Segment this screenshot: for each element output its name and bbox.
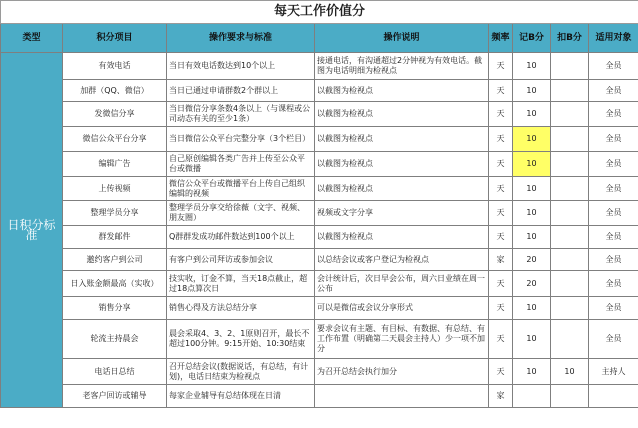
minus-score-cell — [551, 127, 589, 152]
minus-score-cell — [551, 226, 589, 249]
target-cell: 全员 — [589, 297, 638, 320]
item-cell: 有效电话 — [63, 53, 167, 80]
requirement-cell: 召开总结会议(数据说话，有总结，有计划)，电话日结束为检视点 — [167, 359, 315, 385]
add-score-cell: 10 — [513, 102, 551, 127]
minus-score-cell: 10 — [551, 359, 589, 385]
note-cell: 以截图为检视点 — [315, 152, 489, 177]
frequency-cell: 天 — [489, 226, 513, 249]
minus-score-cell — [551, 271, 589, 297]
item-cell: 群发邮件 — [63, 226, 167, 249]
table-row — [1, 102, 638, 127]
requirement-cell: 微信公众平台或微播平台上传自己组织编辑的视频 — [167, 177, 315, 201]
table-row — [1, 226, 638, 249]
item-cell: 编辑广告 — [63, 152, 167, 177]
target-cell: 全员 — [589, 80, 638, 102]
requirement-cell: 当日有效电话数达到10个以上 — [167, 53, 315, 80]
note-cell: 以截图为检视点 — [315, 80, 489, 102]
target-cell — [589, 385, 638, 408]
table-row — [1, 53, 638, 80]
target-cell: 主持人 — [589, 359, 638, 385]
minus-score-cell — [551, 177, 589, 201]
requirement-cell: 自己原创编辑各类广告并上传至公众平台或微播 — [167, 152, 315, 177]
target-cell: 全员 — [589, 201, 638, 226]
header-note: 操作说明 — [315, 24, 489, 53]
page-title: 每天工作价值分 — [1, 1, 638, 24]
add-score-cell — [513, 385, 551, 408]
minus-score-cell — [551, 53, 589, 80]
minus-score-cell — [551, 201, 589, 226]
add-score-cell: 10 — [513, 359, 551, 385]
frequency-cell: 天 — [489, 297, 513, 320]
add-score-cell: 10 — [513, 177, 551, 201]
note-cell: 要求会议有主题、有目标、有数据、有总结、有工作布置（明确第二天晨会主持人）少一项不加分 — [315, 320, 489, 359]
add-score-cell: 10 — [513, 127, 551, 152]
requirement-cell: 技实收，订金不算，当天18点截止，超过18点算次日 — [167, 271, 315, 297]
header-add-score: 记B分 — [513, 24, 551, 53]
header-item: 积分项目 — [63, 24, 167, 53]
note-cell: 视频或文字分享 — [315, 201, 489, 226]
minus-score-cell — [551, 152, 589, 177]
target-cell: 全员 — [589, 271, 638, 297]
note-cell: 以截图为检视点 — [315, 177, 489, 201]
item-cell: 轮流主持晨会 — [63, 320, 167, 359]
table-row — [1, 127, 638, 152]
note-cell: 以截图为检视点 — [315, 102, 489, 127]
requirement-cell: 每家企业辅导有总结体现在日清 — [167, 385, 315, 408]
target-cell: 全员 — [589, 127, 638, 152]
frequency-cell: 家 — [489, 385, 513, 408]
note-cell: 以总结会议或客户登记为检视点 — [315, 249, 489, 271]
item-cell: 老客户回访或辅导 — [63, 385, 167, 408]
frequency-cell: 天 — [489, 152, 513, 177]
header-frequency: 频率 — [489, 24, 513, 53]
frequency-cell: 天 — [489, 271, 513, 297]
header-row — [1, 24, 638, 53]
note-cell: 接通电话，有沟通超过2分钟视为有效电话。截图为电话明细为检视点 — [315, 53, 489, 80]
minus-score-cell — [551, 249, 589, 271]
table-row — [1, 385, 638, 408]
item-cell: 整理学员分享 — [63, 201, 167, 226]
minus-score-cell — [551, 297, 589, 320]
requirement-cell: 晨会采取4、3、2、1原则召开，最长不超过100分钟。9:15开始、10:30结束 — [167, 320, 315, 359]
requirement-cell: 当日已通过申请群数2个群以上 — [167, 80, 315, 102]
frequency-cell: 天 — [489, 53, 513, 80]
frequency-cell: 天 — [489, 359, 513, 385]
frequency-cell: 天 — [489, 201, 513, 226]
category-cell: 日积分标准 — [1, 53, 63, 408]
frequency-cell: 天 — [489, 102, 513, 127]
frequency-cell: 天 — [489, 177, 513, 201]
table-row — [1, 297, 638, 320]
header-type: 类型 — [1, 24, 63, 53]
note-cell: 可以是微信或会议分享形式 — [315, 297, 489, 320]
frequency-cell: 天 — [489, 80, 513, 102]
frequency-cell: 天 — [489, 320, 513, 359]
requirement-cell: 有客户到公司拜访或参加会议 — [167, 249, 315, 271]
item-cell: 上传视频 — [63, 177, 167, 201]
table-row — [1, 320, 638, 359]
table-row — [1, 271, 638, 297]
requirement-cell: 整理学员分享交给徐薇（文字、视频、朋友圈） — [167, 201, 315, 226]
minus-score-cell — [551, 320, 589, 359]
target-cell: 全员 — [589, 249, 638, 271]
target-cell: 全员 — [589, 177, 638, 201]
header-minus-score: 扣B分 — [551, 24, 589, 53]
note-cell: 以截图为检视点 — [315, 127, 489, 152]
item-cell: 微信公众平台分享 — [63, 127, 167, 152]
target-cell: 全员 — [589, 152, 638, 177]
table-row — [1, 152, 638, 177]
note-cell — [315, 385, 489, 408]
target-cell: 全员 — [589, 320, 638, 359]
header-target: 适用对象 — [589, 24, 638, 53]
item-cell: 加群（QQ、微信） — [63, 80, 167, 102]
add-score-cell: 10 — [513, 53, 551, 80]
frequency-cell: 天 — [489, 127, 513, 152]
add-score-cell: 10 — [513, 80, 551, 102]
item-cell: 日入账金额最高（实收） — [63, 271, 167, 297]
target-cell: 全员 — [589, 226, 638, 249]
add-score-cell: 10 — [513, 320, 551, 359]
note-cell: 以截图为检视点 — [315, 226, 489, 249]
minus-score-cell — [551, 385, 589, 408]
add-score-cell: 10 — [513, 201, 551, 226]
requirement-cell: Q群群发成功邮件数达到100个以上 — [167, 226, 315, 249]
table-row — [1, 177, 638, 201]
add-score-cell: 10 — [513, 152, 551, 177]
item-cell: 邀约客户到公司 — [63, 249, 167, 271]
add-score-cell: 10 — [513, 297, 551, 320]
requirement-cell: 当日微信公众平台完整分享（3个栏目） — [167, 127, 315, 152]
add-score-cell: 20 — [513, 271, 551, 297]
target-cell: 全员 — [589, 102, 638, 127]
table-row — [1, 201, 638, 226]
note-cell: 为召开总结会执行加分 — [315, 359, 489, 385]
minus-score-cell — [551, 80, 589, 102]
target-cell: 全员 — [589, 53, 638, 80]
requirement-cell: 销售心得及方法总结分享 — [167, 297, 315, 320]
item-cell: 电话日总结 — [63, 359, 167, 385]
item-cell: 销售分享 — [63, 297, 167, 320]
item-cell: 发微信分享 — [63, 102, 167, 127]
table-row — [1, 249, 638, 271]
frequency-cell: 家 — [489, 249, 513, 271]
table-row — [1, 359, 638, 385]
add-score-cell: 10 — [513, 226, 551, 249]
minus-score-cell — [551, 102, 589, 127]
table-row — [1, 80, 638, 102]
title-row — [1, 1, 638, 24]
header-requirement: 操作要求与标准 — [167, 24, 315, 53]
add-score-cell: 20 — [513, 249, 551, 271]
requirement-cell: 当日微信分享条数4条以上（与课程或公司动态有关的至少1条） — [167, 102, 315, 127]
note-cell: 会计统计后，次日早会公布，周六日业绩在周一公布 — [315, 271, 489, 297]
